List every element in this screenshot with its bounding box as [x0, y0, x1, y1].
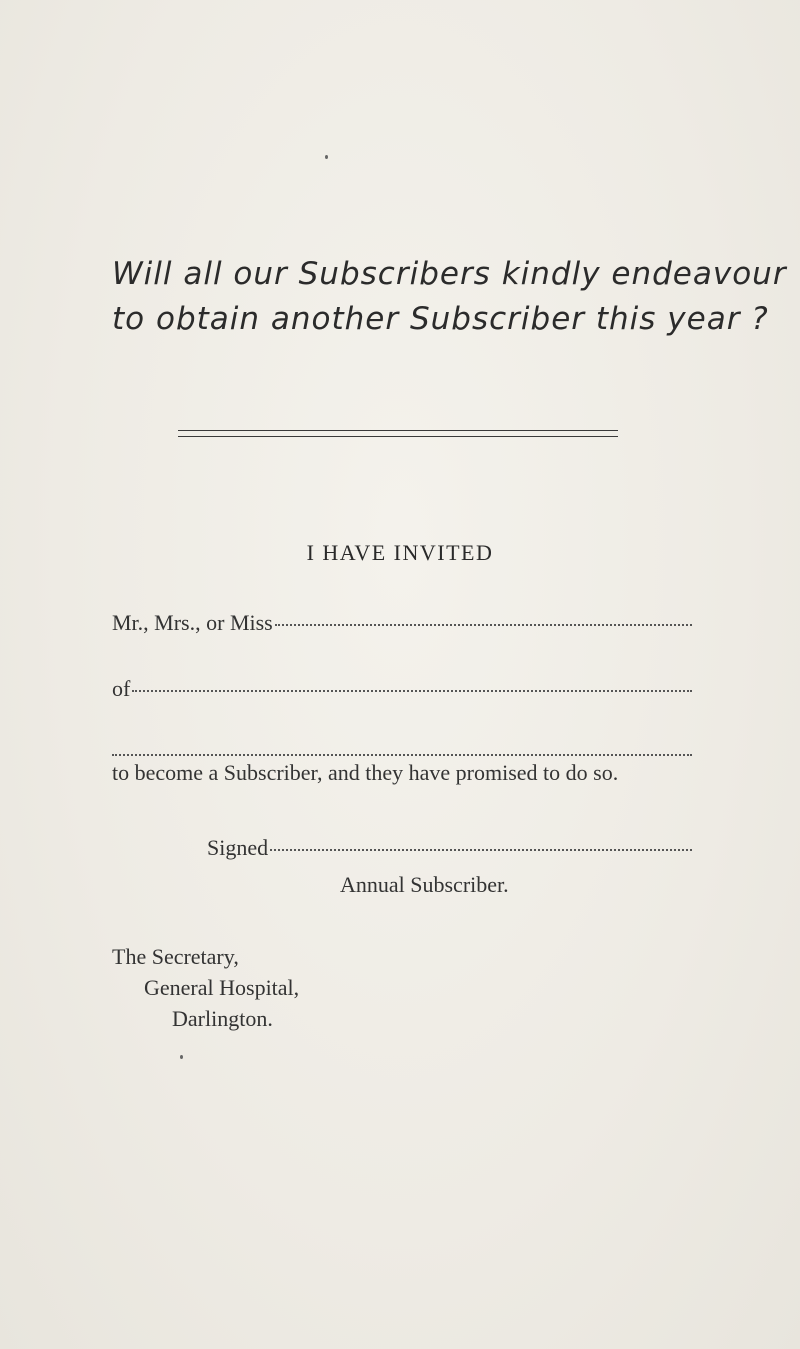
- paper-speck: [180, 1055, 183, 1059]
- double-divider: [178, 430, 618, 437]
- invitee-address-blank-2[interactable]: [112, 753, 692, 756]
- promise-statement: to become a Subscriber, and they have promised to do so.: [112, 760, 619, 785]
- invitee-address-label: of: [112, 676, 131, 701]
- signature-blank[interactable]: [270, 848, 692, 851]
- invitee-name-field[interactable]: [112, 610, 692, 636]
- signature-caption: Annual Subscriber.: [340, 872, 509, 897]
- invitee-address-blank[interactable]: [132, 689, 692, 692]
- appeal-heading-line-2: to obtain another Subscriber this year ?: [112, 301, 769, 337]
- invited-heading: I HAVE INVITED: [306, 540, 494, 565]
- invitee-name-label: Mr., Mrs., or Miss: [112, 610, 273, 635]
- address-line-1: The Secretary,: [112, 944, 239, 969]
- signature-field[interactable]: [207, 835, 692, 861]
- address-line-2: General Hospital,: [144, 975, 300, 1000]
- invitee-address-field[interactable]: [112, 676, 692, 702]
- invitee-name-blank[interactable]: [275, 623, 692, 626]
- appeal-heading-line-1: Will all our Subscribers kindly endeavour: [112, 256, 787, 292]
- address-line-3: Darlington.: [172, 1006, 273, 1031]
- signature-label: Signed: [207, 835, 269, 860]
- paper-speck: [325, 155, 328, 159]
